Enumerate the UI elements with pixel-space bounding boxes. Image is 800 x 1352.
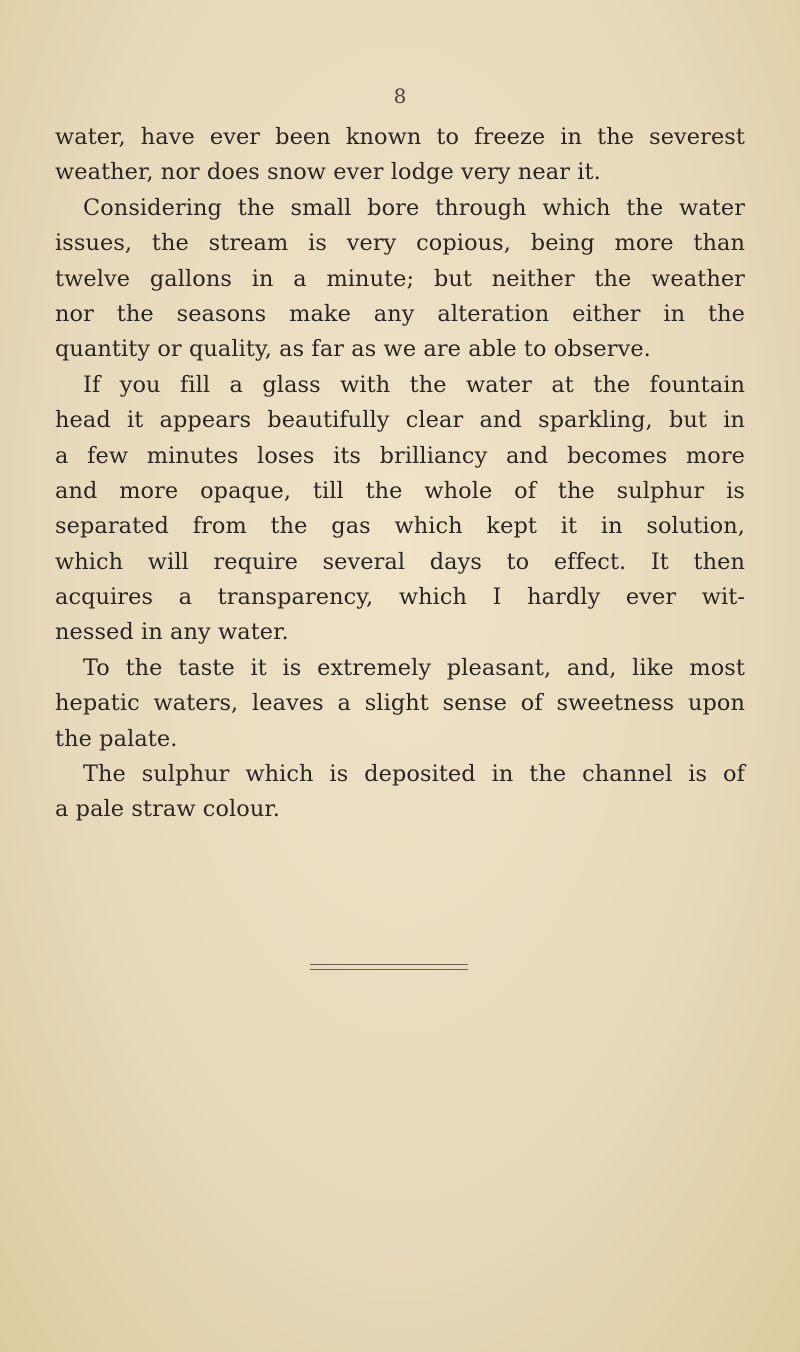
- text-line: a pale straw colour.: [55, 796, 280, 823]
- text-line: quantity or quality, as far as we are able to observe.: [55, 336, 651, 363]
- text-line: a few minutes loses its brilliancy and becomes more: [55, 442, 745, 469]
- text-line: nor the seasons make any alteration either in the: [55, 300, 745, 327]
- text-line: separated from the gas which kept it in solution,: [55, 513, 745, 540]
- text-line: weather, nor does snow ever lodge very near it.: [55, 159, 601, 186]
- text-line: If you fill a glass with the water at the fountain: [83, 371, 745, 398]
- body-text: [55, 120, 745, 828]
- text-line: acquires a transparency, which I hardly ever wit-: [55, 584, 745, 611]
- text-line: which will require several days to effect. It then: [55, 548, 745, 575]
- text-line: hepatic waters, leaves a slight sense of sweetness upon: [55, 690, 745, 717]
- text-line: head it appears beautifully clear and sparkling, but in: [55, 407, 745, 434]
- text-line: nessed in any water.: [55, 619, 289, 646]
- page-number: 8: [393, 84, 407, 108]
- section-divider: [310, 964, 468, 970]
- text-line: the palate.: [55, 725, 178, 752]
- text-line: The sulphur which is deposited in the channel is of: [83, 761, 745, 788]
- text-line: Considering the small bore through which the water: [83, 194, 745, 221]
- text-line: twelve gallons in a minute; but neither the weather: [55, 265, 745, 292]
- text-line: and more opaque, till the whole of the sulphur is: [55, 477, 745, 504]
- text-line: To the taste it is extremely pleasant, and, like most: [83, 654, 745, 681]
- text-line: water, have ever been known to freeze in the severest: [55, 124, 745, 150]
- text-line: issues, the stream is very copious, being more than: [55, 230, 745, 257]
